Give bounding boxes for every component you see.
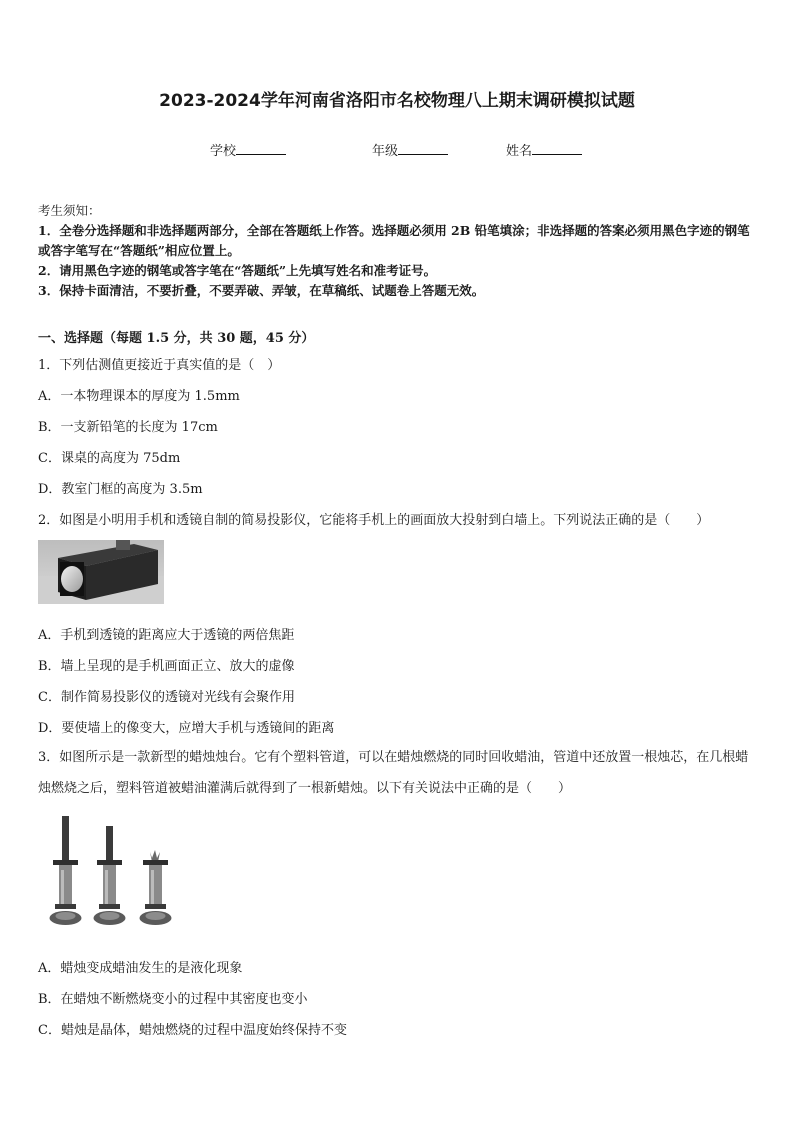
question-option[interactable]: A．蜡烛变成蜡油发生的是液化现象 <box>38 961 243 976</box>
grade-blank[interactable] <box>398 142 448 155</box>
school-label: 学校 <box>210 144 237 159</box>
question-option[interactable]: C．蜡烛是晶体，蜡烛燃烧的过程中温度始终保持不变 <box>38 1023 347 1038</box>
notice-heading: 考生须知： <box>38 203 101 218</box>
name-blank[interactable] <box>532 142 582 155</box>
question-option[interactable]: B．一支新铅笔的长度为 17cm <box>38 420 218 435</box>
question-option[interactable]: B．在蜡烛不断燃烧变小的过程中其密度也变小 <box>38 992 308 1007</box>
question-option[interactable]: A．一本物理课本的厚度为 1.5mm <box>38 389 240 404</box>
notice-item: 3．保持卡面清洁，不要折叠，不要弄破、弄皱，在草稿纸、试题卷上答题无效。 <box>38 283 485 298</box>
question-stem: 1．下列估测值更接近于真实值的是（ ） <box>38 358 281 373</box>
question-option[interactable]: D．要使墙上的像变大，应增大手机与透镜间的距离 <box>38 721 335 736</box>
notice-item: 2．请用黑色字迹的钢笔或答字笔在“答题纸”上先填写姓名和准考证号。 <box>38 263 437 278</box>
notice-item: 1．全卷分选择题和非选择题两部分，全部在答题纸上作答。选择题必须用 2B 铅笔填涂；非选择题的答案必须用黑色字迹的钢笔或答字笔写在“答题纸”相应位置上。 <box>38 223 750 258</box>
projector-image <box>38 540 164 604</box>
page-title: 2023-2024学年河南省洛阳市名校物理八上期末调研模拟试题 <box>159 91 635 111</box>
projector-figure <box>38 540 164 608</box>
candle-holder-figure <box>44 812 184 938</box>
name-label: 姓名 <box>506 144 533 159</box>
candle-holder-image <box>44 812 184 934</box>
question-option[interactable]: B．墙上呈现的是手机画面正立、放大的虚像 <box>38 659 295 674</box>
question-option[interactable]: A．手机到透镜的距离应大于透镜的两倍焦距 <box>38 628 295 643</box>
name-field[interactable] <box>506 140 582 159</box>
grade-label: 年级 <box>372 144 399 159</box>
school-field[interactable] <box>210 140 286 159</box>
grade-field[interactable] <box>372 140 448 159</box>
question-stem: 3．如图所示是一款新型的蜡烛烛台。它有个塑料管道，可以在蜡烛燃烧的同时回收蜡油，管道中还放置一根烛芯，在几根蜡烛燃烧之后，塑料管道被蜡油灌满后就得到了一根新蜡烛。以下有关说法中正确的是（ ） <box>38 750 749 796</box>
section-heading: 一、选择题（每题 1.5 分，共 30 题，45 分） <box>38 331 315 346</box>
question-stem: 2．如图是小明用手机和透镜自制的简易投影仪，它能将手机上的画面放大投射到白墙上。下列说法正确的是（ ） <box>38 513 710 528</box>
school-blank[interactable] <box>236 142 286 155</box>
question-option[interactable]: C．制作简易投影仪的透镜对光线有会聚作用 <box>38 690 295 705</box>
question-option[interactable]: D．教室门框的高度为 3.5m <box>38 482 203 497</box>
exam-notice <box>38 201 758 301</box>
question-option[interactable]: C．课桌的高度为 75dm <box>38 451 181 466</box>
